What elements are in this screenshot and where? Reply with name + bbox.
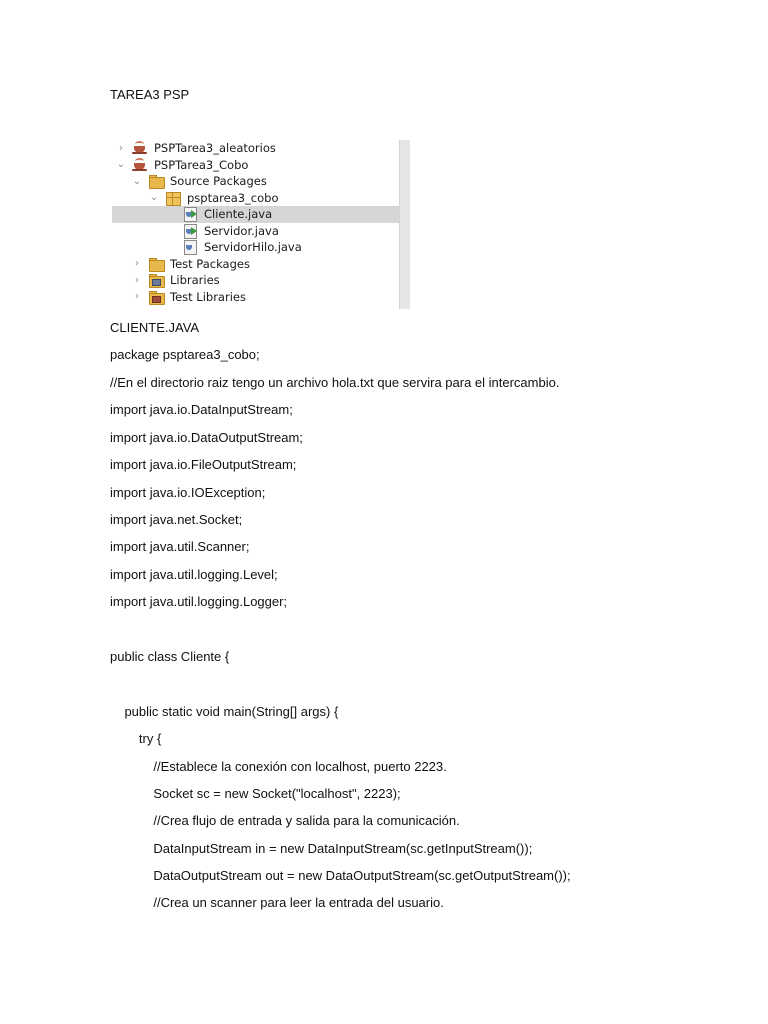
java-file-icon	[182, 224, 198, 238]
code-line: import java.util.logging.Logger;	[110, 594, 288, 609]
code-line: package psptarea3_cobo;	[110, 347, 260, 362]
chevron-down-icon[interactable]: ⌄	[116, 159, 126, 171]
java-file-icon	[182, 207, 198, 221]
project-icon	[132, 158, 148, 172]
code-line: import java.util.Scanner;	[110, 539, 250, 554]
library-folder-icon	[148, 290, 164, 304]
folder-icon	[148, 174, 164, 188]
tree-item-package[interactable]	[112, 190, 399, 207]
package-icon	[165, 191, 181, 205]
code-line: import java.util.logging.Level;	[110, 566, 278, 582]
tree-item-label: Servidor.java	[204, 223, 279, 238]
folder-icon	[148, 257, 164, 271]
tree-item-label: Test Libraries	[170, 289, 246, 304]
code-heading: CLIENTE.JAVA	[110, 320, 200, 335]
tree-item-label: Cliente.java	[204, 207, 273, 222]
java-file-icon	[182, 240, 198, 254]
tree-item-servidorhilo-java[interactable]	[112, 239, 399, 256]
chevron-down-icon[interactable]: ⌄	[132, 175, 142, 187]
project-icon	[132, 141, 148, 155]
code-line: //Crea un scanner para leer la entrada del usuario.	[110, 895, 444, 910]
code-line: public class Cliente {	[110, 649, 230, 664]
code-line: DataInputStream in = new DataInputStream(sc.getInputStream());	[110, 840, 533, 856]
chevron-right-icon[interactable]: ›	[135, 291, 139, 303]
library-folder-icon	[148, 273, 164, 287]
tree-item-test-libraries[interactable]	[112, 289, 399, 306]
code-line: Socket sc = new Socket("localhost", 2223);	[110, 786, 401, 801]
code-line: //Crea flujo de entrada y salida para la comunicación.	[110, 813, 460, 828]
code-line: DataOutputStream out = new DataOutputStream(sc.getOutputStream());	[110, 868, 571, 883]
chevron-right-icon[interactable]: ›	[135, 258, 139, 270]
tree-item-label: PSPTarea3_Cobo	[154, 157, 249, 172]
code-line: //Establece la conexión con localhost, puerto 2223.	[110, 758, 447, 774]
tree-item-label: PSPTarea3_aleatorios	[154, 141, 276, 156]
chevron-right-icon[interactable]: ›	[119, 142, 123, 154]
document-title: TAREA3 PSP	[110, 87, 190, 102]
tree-scrollbar[interactable]	[399, 140, 410, 309]
code-line: //En el directorio raiz tengo un archivo hola.txt que servira para el intercambio.	[110, 374, 560, 390]
tree-item-label: Source Packages	[170, 174, 267, 189]
tree-item-label: Libraries	[170, 273, 220, 288]
chevron-right-icon[interactable]: ›	[135, 274, 139, 286]
tree-item-test-packages[interactable]	[112, 256, 399, 273]
tree-item-label: ServidorHilo.java	[204, 240, 302, 255]
tree-item-libraries[interactable]	[112, 272, 399, 289]
project-tree-screenshot	[112, 140, 410, 309]
tree-item-servidor-java[interactable]	[112, 223, 399, 240]
tree-item-project-cobo[interactable]	[112, 157, 399, 174]
code-line: import java.io.DataInputStream;	[110, 402, 293, 417]
tree-item-label: psptarea3_cobo	[187, 190, 279, 205]
code-line: import java.io.IOException;	[110, 484, 266, 500]
tree-item-project-aleatorios[interactable]	[112, 140, 399, 157]
tree-item-label: Test Packages	[170, 256, 250, 271]
chevron-down-icon[interactable]: ⌄	[149, 192, 159, 204]
code-line: import java.net.Socket;	[110, 512, 243, 527]
tree-item-source-packages[interactable]	[112, 173, 399, 190]
tree-item-cliente-java[interactable]	[112, 206, 399, 223]
code-line: import java.io.FileOutputStream;	[110, 457, 297, 472]
code-line: public static void main(String[] args) {	[110, 704, 339, 719]
code-line: try {	[110, 731, 162, 746]
code-line: import java.io.DataOutputStream;	[110, 429, 303, 445]
